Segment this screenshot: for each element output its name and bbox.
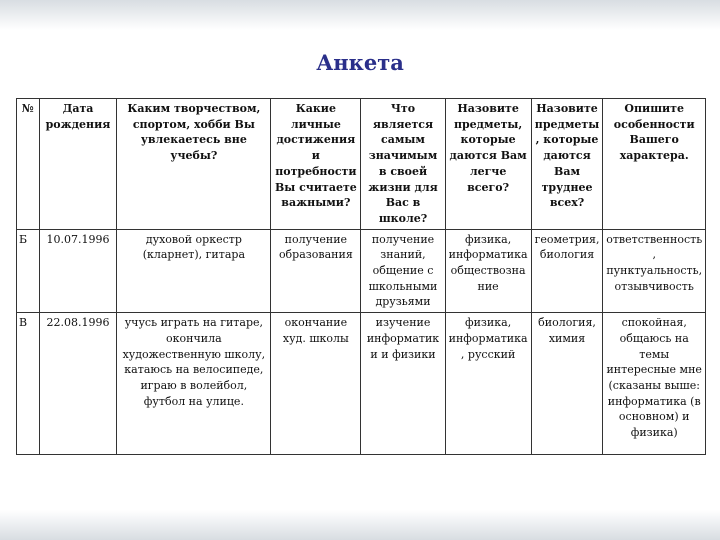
header-birth-date: Дата рождения: [39, 99, 117, 230]
header-num: №: [17, 99, 40, 230]
cell-most-important: получение знаний, общение с школьными друзьями: [361, 229, 445, 313]
cell-hobby: духовой оркестр (кларнет), гитара: [117, 229, 271, 313]
cell-easy-subjects: физика, информатика обществознание: [445, 229, 531, 313]
header-hobby: Каким творчеством, спортом, хобби Вы увлекаетесь вне учебы?: [117, 99, 271, 230]
cell-hard-subjects: геометрия, биология: [531, 229, 603, 313]
survey-table: [16, 98, 706, 455]
cell-easy-subjects: физика, информатика, русский: [445, 313, 531, 455]
cell-birth-date: 22.08.1996: [39, 313, 117, 455]
header-personal-needs: Какие личные достижения и потребности Вы считаете важными?: [271, 99, 361, 230]
cell-num: Б: [17, 229, 40, 313]
cell-character: ответственность, пунктуальность, отзывчивость: [603, 229, 706, 313]
header-easy-subjects: Назовите предметы, которые даются Вам легче всего?: [445, 99, 531, 230]
cell-personal-needs: получение образования: [271, 229, 361, 313]
cell-character: спокойная, общаюсь на темы интересные мне (сказаны выше: информатика (в основном) и физика): [603, 313, 706, 455]
cell-birth-date: 10.07.1996: [39, 229, 117, 313]
header-hard-subjects: Назовите предметы, которые даются Вам труднее всех?: [531, 99, 603, 230]
header-most-important: Что является самым значимым в своей жизни для Вас в школе?: [361, 99, 445, 230]
slide-top-gradient: [0, 0, 720, 30]
table-row: [17, 313, 706, 455]
cell-most-important: изучение информатики и физики: [361, 313, 445, 455]
table-row: [17, 229, 706, 313]
cell-personal-needs: окончание худ. школы: [271, 313, 361, 455]
table-header-row: [17, 99, 706, 230]
page-title: Анкета: [316, 50, 404, 75]
slide-bottom-gradient: [0, 510, 720, 540]
header-character: Опишите особенности Вашего характера.: [603, 99, 706, 230]
cell-num: В: [17, 313, 40, 455]
cell-hard-subjects: биология, химия: [531, 313, 603, 455]
cell-hobby: учусь играть на гитаре, окончила художественную школу, катаюсь на велосипеде, играю в волейбол, футбол на улице.: [117, 313, 271, 455]
